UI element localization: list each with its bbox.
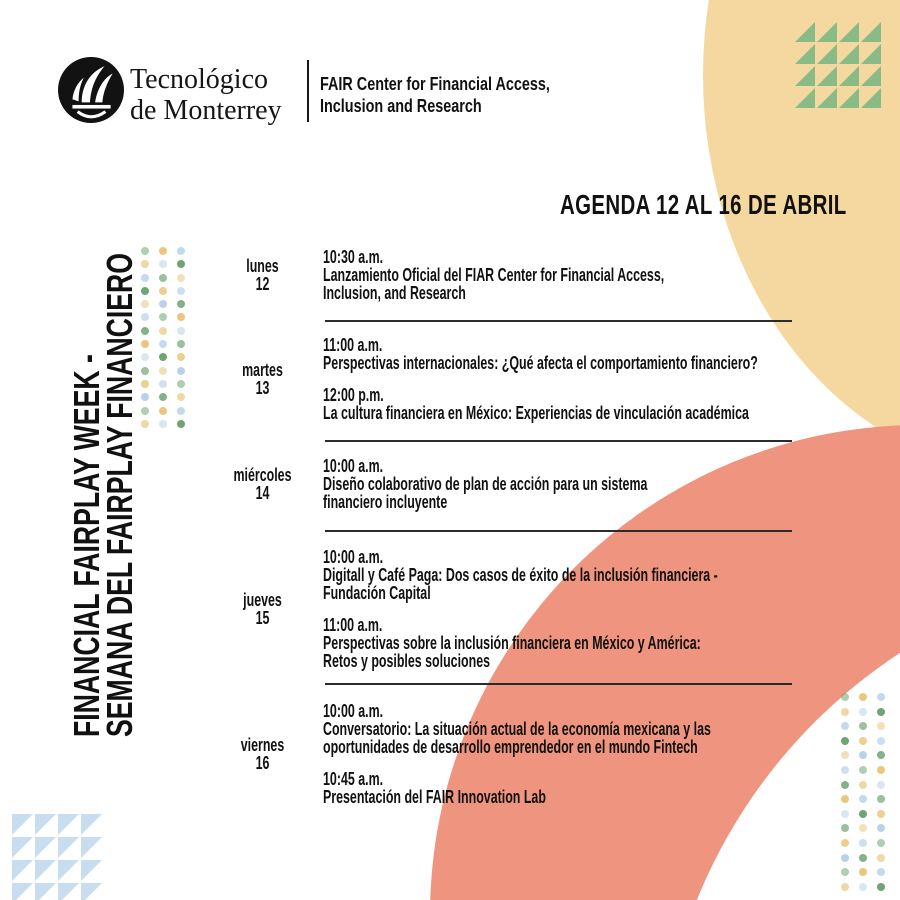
day-name: jueves — [243, 590, 282, 610]
dot — [859, 693, 867, 701]
day-name: viernes — [240, 735, 285, 755]
triangle — [81, 814, 102, 835]
dot — [841, 868, 849, 876]
section-divider — [325, 683, 792, 685]
dot — [841, 839, 849, 847]
dot — [841, 751, 849, 759]
vertical-title-line1: FINANCIAL FAIRPLAY WEEK - — [66, 354, 107, 737]
dot — [841, 708, 849, 716]
triangle — [81, 883, 102, 900]
dot — [159, 353, 167, 361]
agenda-title: AGENDA 12 AL 16 DE ABRIL — [560, 189, 847, 220]
dot — [177, 407, 185, 415]
dot — [159, 274, 167, 282]
dot — [177, 327, 185, 335]
dot — [177, 380, 185, 388]
triangle — [839, 22, 859, 42]
dot — [141, 420, 149, 428]
brand-divider-line — [307, 60, 309, 122]
dot — [177, 274, 185, 282]
dot — [177, 353, 185, 361]
dot — [159, 247, 167, 255]
dot — [841, 766, 849, 774]
dot — [841, 722, 849, 730]
dot — [159, 313, 167, 321]
event-title-line: Digitall y Café Paga: Dos casos de éxito de la inclusión financiera - — [323, 565, 718, 585]
triangle — [35, 837, 56, 858]
event-title-line: Perspectivas sobre la inclusión financiera en México y América: — [323, 633, 701, 653]
event-time: 10:30 a.m. — [323, 247, 384, 267]
triangle — [795, 88, 815, 108]
triangle — [861, 66, 881, 86]
institution-name-line2: de Monterrey — [130, 95, 282, 126]
dot — [841, 737, 849, 745]
dot — [877, 751, 885, 759]
dot — [159, 367, 167, 375]
day-date: 12 — [255, 274, 270, 294]
event-title-line: financiero incluyente — [323, 492, 448, 512]
dot — [859, 751, 867, 759]
day-label — [220, 466, 305, 502]
dot — [877, 722, 885, 730]
blue-triangle-pattern — [12, 814, 102, 900]
institution-name — [130, 64, 282, 126]
dot-pattern-right — [841, 693, 885, 891]
day-date: 14 — [255, 483, 270, 503]
event-title — [323, 404, 900, 422]
dot — [877, 868, 885, 876]
dot — [141, 247, 149, 255]
triangle — [81, 837, 102, 858]
dot — [859, 883, 867, 891]
triangle — [12, 860, 33, 881]
day-label — [220, 736, 305, 772]
dot — [859, 839, 867, 847]
dot — [877, 693, 885, 701]
dot — [859, 766, 867, 774]
dot — [877, 795, 885, 803]
event-time: 11:00 a.m. — [323, 335, 383, 355]
dot — [141, 407, 149, 415]
dot — [177, 393, 185, 401]
dot — [159, 327, 167, 335]
vertical-event-title — [66, 0, 140, 737]
section-divider — [325, 320, 792, 322]
dot-pattern-left — [141, 247, 185, 428]
dot — [177, 367, 185, 375]
dot — [841, 883, 849, 891]
section-divider — [325, 440, 792, 442]
day-label — [220, 591, 305, 627]
dot — [859, 824, 867, 832]
dot — [841, 693, 849, 701]
event-time: 10:45 a.m. — [323, 769, 384, 789]
dot — [841, 781, 849, 789]
dot — [177, 260, 185, 268]
dot — [159, 380, 167, 388]
dot — [859, 781, 867, 789]
dot — [159, 407, 167, 415]
schedule-day-row — [220, 336, 830, 422]
dot — [859, 795, 867, 803]
dot — [877, 839, 885, 847]
fair-center-line2: Inclusion and Research — [320, 96, 482, 116]
event-title-line: Inclusion, and Research — [323, 283, 466, 303]
green-triangle-pattern — [795, 22, 881, 108]
triangle — [795, 66, 815, 86]
day-label — [220, 257, 305, 293]
dot — [177, 340, 185, 348]
fair-center-name — [320, 73, 607, 117]
day-label — [220, 361, 305, 397]
triangle — [58, 837, 79, 858]
triangle — [12, 883, 33, 900]
dot — [177, 300, 185, 308]
event-title-line: La cultura financiera en México: Experiencias de vinculación académica — [323, 403, 749, 423]
dot — [141, 287, 149, 295]
institution-name-line1: Tecnológico — [130, 64, 268, 95]
dot — [141, 260, 149, 268]
triangle — [795, 22, 815, 42]
triangle — [58, 883, 79, 900]
event-time: 12:00 p.m. — [323, 385, 384, 405]
event-time: 10:00 a.m. — [323, 456, 384, 476]
dot — [877, 737, 885, 745]
day-date: 15 — [255, 608, 270, 628]
triangle — [58, 814, 79, 835]
triangle — [58, 860, 79, 881]
dot — [141, 274, 149, 282]
dot — [859, 708, 867, 716]
dot — [141, 380, 149, 388]
event-title-line: Lanzamiento Oficial del FIAR Center for Financial Access, — [323, 265, 665, 285]
dot — [877, 824, 885, 832]
event-title-line: Fundación Capital — [323, 583, 431, 603]
dot — [859, 722, 867, 730]
dot — [177, 420, 185, 428]
dot — [177, 247, 185, 255]
dot — [859, 737, 867, 745]
triangle — [861, 44, 881, 64]
day-name: martes — [242, 360, 283, 380]
triangle — [35, 860, 56, 881]
vertical-title-line2: SEMANA DEL FAIRPLAY FINANCIERO — [99, 252, 140, 737]
triangle — [12, 814, 33, 835]
day-date: 16 — [255, 753, 270, 773]
dot — [841, 854, 849, 862]
day-date: 13 — [255, 378, 270, 398]
dot — [877, 708, 885, 716]
event-item — [323, 386, 900, 422]
dot — [877, 781, 885, 789]
triangle — [861, 88, 881, 108]
dot — [159, 420, 167, 428]
dot — [877, 810, 885, 818]
event-time: 10:00 a.m. — [323, 547, 384, 567]
dot — [141, 313, 149, 321]
dot — [841, 810, 849, 818]
dot — [159, 287, 167, 295]
dot — [877, 854, 885, 862]
dot — [159, 393, 167, 401]
event-time: 10:00 a.m. — [323, 701, 384, 721]
triangle — [839, 88, 859, 108]
dot — [877, 883, 885, 891]
dot — [177, 313, 185, 321]
dot — [841, 795, 849, 803]
dot — [141, 353, 149, 361]
dot — [177, 287, 185, 295]
dot — [141, 340, 149, 348]
triangle — [817, 44, 837, 64]
triangle — [817, 88, 837, 108]
triangle — [839, 44, 859, 64]
event-title-line: oportunidades de desarrollo emprendedor en el mundo Fintech — [323, 737, 698, 757]
dot — [841, 824, 849, 832]
triangle — [12, 837, 33, 858]
triangle — [817, 22, 837, 42]
dot — [859, 868, 867, 876]
dot — [141, 367, 149, 375]
dot — [141, 393, 149, 401]
triangle — [81, 860, 102, 881]
event-title-line: Presentación del FAIR Innovation Lab — [323, 787, 546, 807]
dot — [159, 260, 167, 268]
event-title-line: Retos y posibles soluciones — [323, 651, 491, 671]
event-title-line: Perspectivas internacionales: ¿Qué afecta el comportamiento financiero? — [323, 353, 758, 373]
dot — [859, 810, 867, 818]
triangle — [35, 883, 56, 900]
triangle — [861, 22, 881, 42]
triangle — [839, 66, 859, 86]
dot — [877, 766, 885, 774]
dot — [141, 327, 149, 335]
event-time: 11:00 a.m. — [323, 615, 383, 635]
dot — [159, 300, 167, 308]
section-divider — [325, 530, 792, 532]
triangle — [35, 814, 56, 835]
dot — [141, 300, 149, 308]
dot — [859, 854, 867, 862]
triangle — [817, 66, 837, 86]
event-title-line: Diseño colaborativo de plan de acción para un sistema — [323, 474, 648, 494]
fair-center-line1: FAIR Center for Financial Access, — [320, 74, 550, 94]
event-title — [323, 266, 817, 302]
triangle — [795, 44, 815, 64]
day-name: lunes — [246, 256, 279, 276]
day-name: miércoles — [233, 465, 292, 485]
event-title-line: Conversatorio: La situación actual de la economía mexicana y las — [323, 719, 711, 739]
dot — [159, 340, 167, 348]
